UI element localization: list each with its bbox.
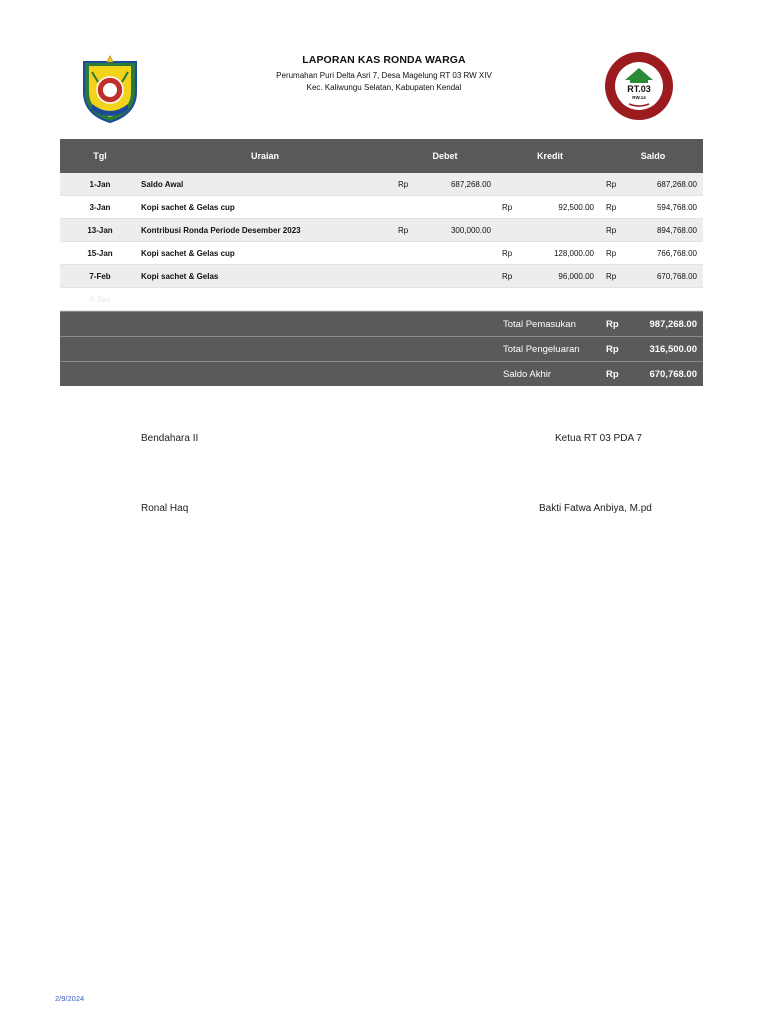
total-pemasukan-row xyxy=(60,311,703,336)
seal-rw-text: RW.14 xyxy=(632,95,646,100)
cash-report-table xyxy=(60,139,703,386)
cell-saldo: 766,768.00 xyxy=(656,249,697,258)
table-row xyxy=(60,219,703,242)
cell-debet: 687,268.00 xyxy=(450,180,491,189)
header-saldo: Saldo xyxy=(640,151,666,161)
total-value: 987,268.00 xyxy=(649,319,697,330)
total-value: 316,500.00 xyxy=(649,344,697,355)
cell-saldo: 687,268.00 xyxy=(656,180,697,189)
total-label: Saldo Akhir xyxy=(503,369,552,380)
total-pengeluaran-row xyxy=(60,336,703,361)
header-kredit: Kredit xyxy=(536,151,563,161)
cell-debet-rp: Rp xyxy=(398,226,409,235)
cell-kredit: 92,500.00 xyxy=(558,203,594,212)
total-value: 670,768.00 xyxy=(649,369,697,380)
header-uraian: Uraian xyxy=(250,151,279,161)
cell-saldo-rp: Rp xyxy=(606,226,617,235)
cell-saldo-rp: Rp xyxy=(606,180,617,189)
address-line-1: Perumahan Puri Delta Asri 7, Desa Magelung RT 03 RW XIV xyxy=(276,71,492,80)
cell-saldo-rp: Rp xyxy=(606,203,617,212)
seal-rt-text: RT.03 xyxy=(627,84,651,94)
header-debet: Debet xyxy=(432,151,458,161)
cell-saldo-rp: Rp xyxy=(606,272,617,281)
signature-left-name: Ronal Haq xyxy=(141,503,189,514)
signature-left-role: Bendahara II xyxy=(141,433,199,444)
cell-uraian: Kopi sachet & Gelas xyxy=(141,272,219,281)
total-label: Total Pemasukan xyxy=(503,319,576,330)
cell-uraian: Saldo Awal xyxy=(141,180,184,189)
cell-kredit-rp: Rp xyxy=(502,203,513,212)
total-rp: Rp xyxy=(606,319,619,330)
cell-tgl: 7-Feb xyxy=(89,272,111,281)
cell-saldo: 670,768.00 xyxy=(656,272,697,281)
cell-kredit: 128,000.00 xyxy=(553,249,594,258)
cell-kredit-rp: Rp xyxy=(502,249,513,258)
signature-right-role: Ketua RT 03 PDA 7 xyxy=(555,433,642,444)
table-row xyxy=(60,265,703,288)
cell-uraian: Kontribusi Ronda Periode Desember 2023 xyxy=(141,226,301,235)
rt03-seal-icon xyxy=(603,50,675,122)
total-label: Total Pengeluaran xyxy=(503,344,580,355)
cell-tgl: 15-Jan xyxy=(87,249,113,258)
cell-saldo: 894,768.00 xyxy=(656,226,697,235)
total-rp: Rp xyxy=(606,344,619,355)
cell-uraian: Kopi sachet & Gelas cup xyxy=(141,203,235,212)
cell-kredit: 96,000.00 xyxy=(558,272,594,281)
report-header xyxy=(0,50,768,130)
cell-tgl: 1-Jan xyxy=(89,180,111,189)
signature-right-name: Bakti Fatwa Anbiya, M.pd xyxy=(539,503,652,514)
cell-saldo-rp: Rp xyxy=(606,249,617,258)
cell-tgl: 3-Jan xyxy=(89,203,111,212)
table-row xyxy=(60,242,703,265)
cell-debet-rp: Rp xyxy=(398,180,409,189)
cell-kredit-rp: Rp xyxy=(502,272,513,281)
address-line-2: Kec. Kaliwungu Selatan, Kabupaten Kendal xyxy=(306,83,462,92)
title-block xyxy=(200,54,568,94)
table-header xyxy=(60,139,703,173)
cell-saldo: 594,768.00 xyxy=(656,203,697,212)
cell-uraian: Kopi sachet & Gelas cup xyxy=(141,249,235,258)
header-tgl: Tgl xyxy=(93,151,107,161)
table-row-empty xyxy=(60,288,703,311)
table-row xyxy=(60,196,703,219)
kendal-regency-emblem-icon xyxy=(78,52,142,124)
total-rp: Rp xyxy=(606,369,619,380)
table-row xyxy=(60,173,703,196)
cell-tgl: 13-Jan xyxy=(87,226,113,235)
footer-date: 2/9/2024 xyxy=(55,994,85,1003)
cell-tgl: 0-Jan xyxy=(89,295,111,304)
report-title: LAPORAN KAS RONDA WARGA xyxy=(302,54,466,66)
cell-debet: 300,000.00 xyxy=(450,226,491,235)
saldo-akhir-row xyxy=(60,361,703,386)
